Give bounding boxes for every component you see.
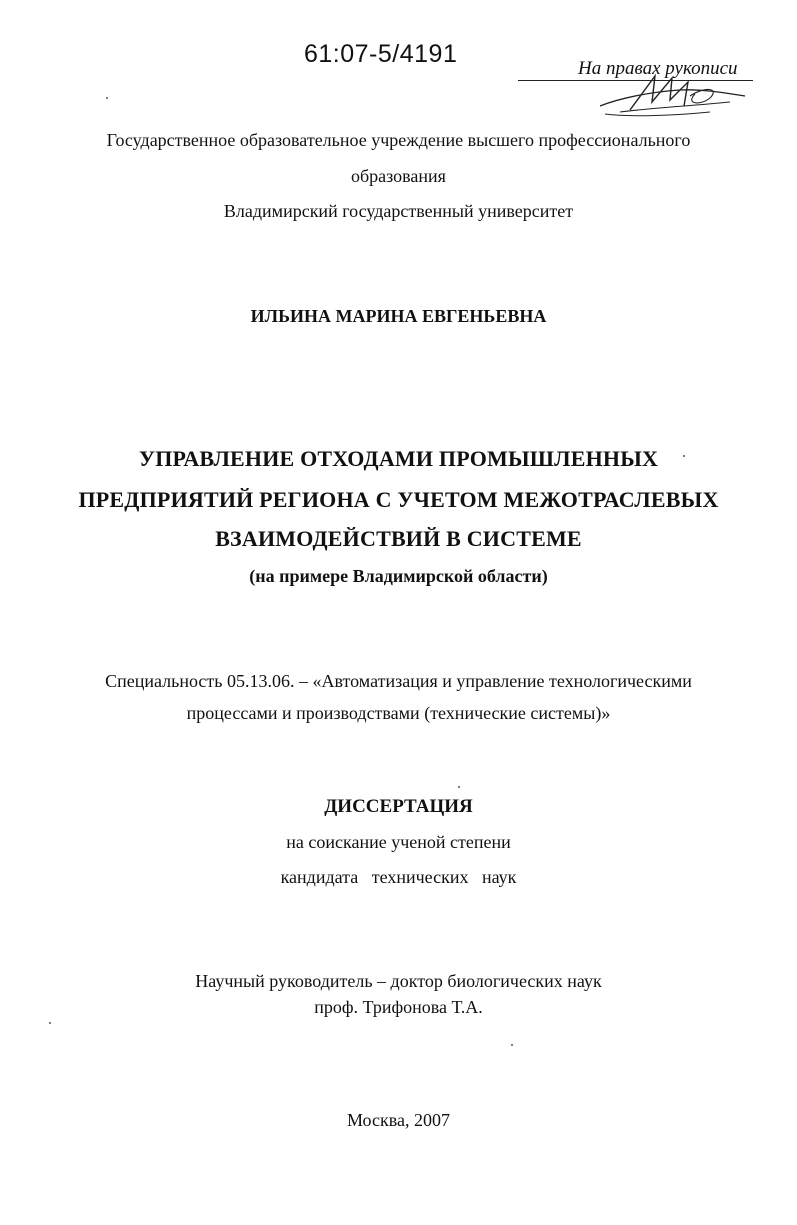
title-line-3: ВЗАИМОДЕЙСТВИЙ В СИСТЕМЕ [215, 526, 582, 551]
institution-line-2: образования [351, 166, 446, 186]
scan-speck [683, 455, 685, 457]
scan-speck [106, 97, 108, 99]
institution-line-1: Государственное образовательное учреждение высшего профессионального [106, 130, 691, 150]
dissertation-line-1: на соискание ученой степени [286, 832, 511, 852]
manuscript-note: На правах рукописи [578, 58, 738, 79]
signature-icon [560, 62, 760, 122]
scan-speck [458, 786, 460, 788]
scan-speck [49, 1022, 51, 1024]
institution-line-3: Владимирский государственный университет [223, 201, 574, 221]
scan-speck [511, 1044, 513, 1046]
author-name: ИЛЬИНА МАРИНА ЕВГЕНЬЕВНА [250, 306, 547, 326]
registry-code: 61:07-5/4191 [304, 40, 458, 68]
specialty-line-1: Специальность 05.13.06. – «Автоматизация и управление технологическими [105, 671, 692, 691]
supervisor-line-1: Научный руководитель – доктор биологических наук [195, 971, 602, 991]
title-line-1: УПРАВЛЕНИЕ ОТХОДАМИ ПРОМЫШЛЕННЫХ [138, 446, 659, 471]
specialty-line-2: процессами и производствами (технические системы)» [186, 703, 611, 723]
title-subtitle: (на примере Владимирской области) [249, 566, 548, 586]
city-year: Москва, 2007 [347, 1110, 450, 1130]
dissertation-line-2: кандидата технических наук [280, 867, 517, 887]
title-line-2: ПРЕДПРИЯТИЙ РЕГИОНА С УЧЕТОМ МЕЖОТРАСЛЕВЫХ [78, 487, 719, 512]
supervisor-line-2: проф. Трифонова Т.А. [314, 997, 483, 1017]
dissertation-heading: ДИССЕРТАЦИЯ [324, 796, 473, 817]
